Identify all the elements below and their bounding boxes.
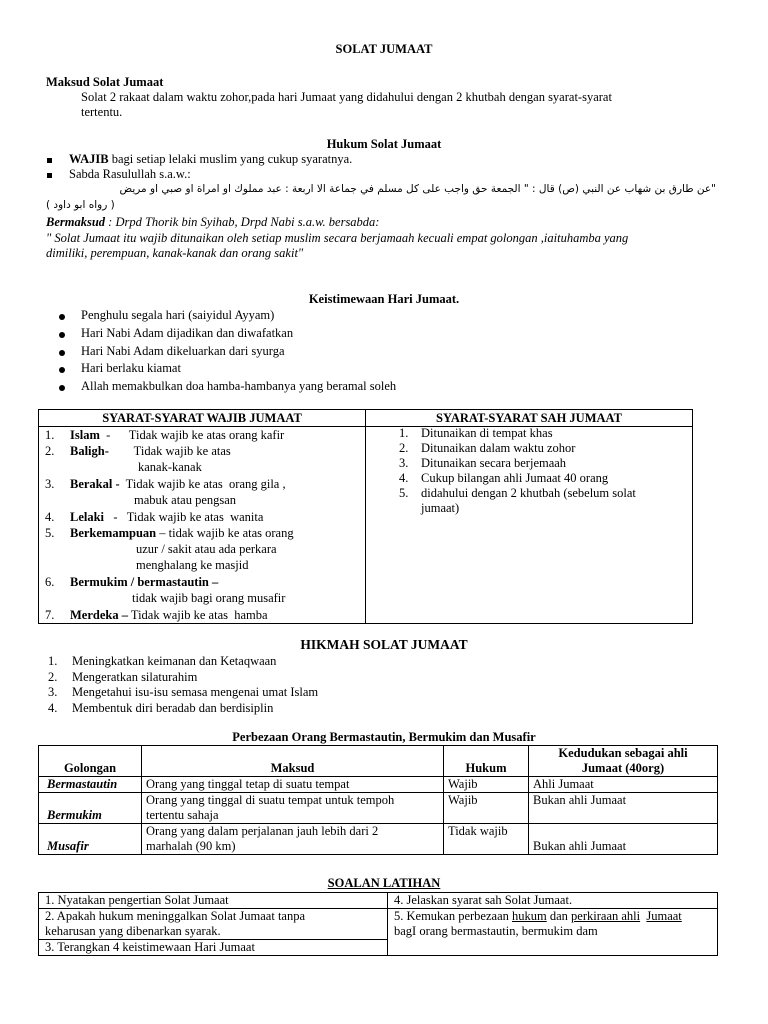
wajib-item-label: Bermukim / bermastautin – [70,575,219,589]
hukum-heading: Hukum Solat Jumaat [326,137,442,151]
maksud-heading: Maksud Solat Jumaat [46,75,164,89]
hikmah-item-text: Meningkatkan keimanan dan Ketaqwaan [72,654,277,668]
syarat-wajib-cell [39,427,366,624]
wajib-item-text: Tidak wajib ke atas [108,444,231,458]
golongan-cell: Musafir [39,824,142,855]
maksud-cell [142,793,444,824]
round-bullet-icon [59,314,65,320]
soalan-heading: SOALAN LATIHAN [327,876,441,890]
square-bullet-icon [47,158,52,163]
syarat-table [38,409,693,624]
soalan-5-line2: bagI orang bermastautin, bermukim dam [394,924,598,938]
hadith-arabic-line1: "عن طارق بن شهاب عن النبي (ص) قال : " الجمعة حق واجب على كل مسلم في جماعة الا اربعة : عبد مملوك او امراة او صبي او مريض [119,183,716,195]
wajib-item-label: Berkemampuan [70,526,157,540]
maksud-line2: tertentu sahaja [146,808,219,822]
wajib-item-label: Merdeka – [70,608,128,622]
maksud-text-line2: tertentu. [81,105,123,119]
sah-item-number: 5. [399,486,409,500]
hikmah-item-number: 4. [48,701,58,715]
maksud-text-line1: Solat 2 rakaat dalam waktu zohor,pada hari Jumaat yang didahului dengan 2 khutbah dengan syarat-syarat [81,90,612,104]
wajib-item-label: Baligh- [70,444,109,458]
round-bullet-icon [59,385,65,391]
sah-item-text: Ditunaikan di tempat khas [421,426,553,440]
bermaksud-line [46,215,379,230]
soalan-5-text: dan [546,909,572,923]
hikmah-item-number: 2. [48,670,58,684]
soalan-1: 1. Nyatakan pengertian Solat Jumaat [39,893,388,909]
table-row [39,777,718,793]
wajib-item [70,510,263,525]
col-hukum-header: Hukum [444,746,529,777]
maksud-cell [142,824,444,855]
sah-item-text: didahului dengan 2 khutbah (sebelum solat [421,486,636,500]
table-row [39,793,718,824]
wajib-item-text: - Tidak wajib ke atas orang kafir [99,428,285,442]
kedudukan-cell: Bukan ahli Jumaat [529,824,718,855]
col-golongan-header: Golongan [39,746,142,777]
hikmah-item-text: Mengeratkan silaturahim [72,670,198,684]
soalan-5-underlined: perkiraan ahli [571,909,641,923]
sah-item-text: Ditunaikan secara berjemaah [421,456,567,470]
bermaksud-text: : Drpd Thorik bin Syihab, Drpd Nabi s.a.w. bersabda: [105,215,380,229]
soalan-5-line1 [394,909,711,924]
maksud-line2: marhalah (90 km) [146,839,236,853]
wajib-item-text: menghalang ke masjid [136,558,249,572]
wajib-item [70,477,286,492]
soalan-5 [388,909,718,956]
col-maksud-header: Maksud [142,746,444,777]
round-bullet-icon [59,350,65,356]
kedudukan-header-line1: Kedudukan sebagai ahli [558,746,688,760]
wajib-item [70,526,294,541]
kedudukan-cell: Ahli Jumaat [529,777,718,793]
wajib-item-text: – tidak wajib ke atas orang [156,526,294,540]
wajib-item-number: 1. [45,428,55,442]
hikmah-item-number: 3. [48,685,58,699]
hukum-cell: Tidak wajib [444,824,529,855]
hadith-arabic-line2: ( رواه ابو داود ) [46,199,115,211]
round-bullet-icon [59,332,65,338]
wajib-item-text: kanak-kanak [138,460,202,474]
keistimewaan-item: Allah memakbulkan doa hamba-hambanya yang beramal soleh [81,379,397,393]
hikmah-item-number: 1. [48,654,58,668]
syarat-sah-cell [366,427,693,624]
hikmah-heading: HIKMAH SOLAT JUMAAT [300,637,468,652]
keistimewaan-item: Hari berlaku kiamat [81,361,181,375]
soalan-2 [39,909,388,940]
wajib-item [70,444,231,459]
soalan-5-underlined: hukum [512,909,547,923]
sah-item-text: Cukup bilangan ahli Jumaat 40 orang [421,471,609,485]
hukum-cell: Wajib [444,793,529,824]
kedudukan-cell: Bukan ahli Jumaat [529,793,718,824]
sah-item-number: 4. [399,471,409,485]
maksud-line1: Orang yang tinggal di suatu tempat untuk tempoh [146,793,395,807]
col-kedudukan-header [529,746,718,777]
kedudukan-header-line2: Jumaat (40org) [581,761,665,775]
hadith-meaning-line1: " Solat Jumaat itu wajib ditunaikan oleh setiap muslim secara berjamaah kecuali empat golongan ,iaituhamba yang [46,231,629,245]
keistimewaan-heading: Keistimewaan Hari Jumaat. [308,292,460,306]
bermaksud-label: Bermaksud [46,215,106,229]
wajib-text: bagi setiap lelaki muslim yang cukup syaratnya. [108,152,353,166]
keistimewaan-item: Hari Nabi Adam dikeluarkan dari syurga [81,344,285,358]
keistimewaan-item: Hari Nabi Adam dijadikan dan diwafatkan [81,326,294,340]
sah-item-number: 2. [399,441,409,455]
maksud-cell: Orang yang tinggal tetap di suatu tempat [142,777,444,793]
wajib-item [70,608,268,623]
soalan-5-underlined: Jumaat [646,909,682,923]
wajib-item-number: 5. [45,526,55,540]
square-bullet-icon [47,173,52,178]
table-row [39,824,718,855]
sah-item-number: 1. [399,426,409,440]
soalan-3: 3. Terangkan 4 keistimewaan Hari Jumaat [39,940,388,956]
document-title: SOLAT JUMAAT [335,42,433,56]
perbezaan-table [38,745,718,855]
sah-item-number: 3. [399,456,409,470]
wajib-item-number: 2. [45,444,55,458]
soalan-5-text: 5. Kemukan perbezaan [394,909,512,923]
hadith-meaning-line2: dimiliki, perempuan, kanak-kanak dan orang sakit" [46,246,304,260]
hikmah-item-text: Membentuk diri beradab dan berdisiplin [72,701,274,715]
wajib-item-number: 6. [45,575,55,589]
soalan-table [38,892,718,956]
syarat-wajib-header: SYARAT-SYARAT WAJIB JUMAAT [39,410,366,427]
soalan-4: 4. Jelaskan syarat sah Solat Jumaat. [388,893,718,909]
wajib-item-label: Lelaki [70,510,105,524]
sabda-line: Sabda Rasulullah s.a.w.: [69,167,191,181]
wajib-item-text: Tidak wajib ke atas hamba [127,608,268,622]
round-bullet-icon [59,367,65,373]
keistimewaan-item: Penghulu segala hari (saiyidul Ayyam) [81,308,275,322]
hikmah-item-text: Mengetahui isu-isu semasa mengenai umat Islam [72,685,319,699]
soalan-2-line2: keharusan yang dibenarkan syarak. [45,924,221,938]
wajib-item-text: mabuk atau pengsan [134,493,237,507]
wajib-item-label: Berakal - [70,477,120,491]
hukum-wajib-line [69,152,352,167]
golongan-cell: Bermukim [39,793,142,824]
wajib-item [70,428,284,443]
maksud-line1: Orang yang dalam perjalanan jauh lebih dari 2 [146,824,379,838]
wajib-item-label: Islam [70,428,100,442]
wajib-item-text: tidak wajib bagi orang musafir [132,591,286,605]
sah-item-text: jumaat) [421,501,460,515]
wajib-label: WAJIB [69,152,109,166]
wajib-item-text: - Tidak wajib ke atas wanita [104,510,264,524]
wajib-item-text: uzur / sakit atau ada perkara [136,542,277,556]
perbezaan-heading: Perbezaan Orang Bermastautin, Bermukim dan Musafir [232,730,536,744]
wajib-item-text: Tidak wajib ke atas orang gila , [119,477,286,491]
wajib-item-number: 3. [45,477,55,491]
golongan-cell: Bermastautin [39,777,142,793]
soalan-2-line1: 2. Apakah hukum meninggalkan Solat Jumaat tanpa [45,909,306,923]
hukum-cell: Wajib [444,777,529,793]
sah-item-text: Ditunaikan dalam waktu zohor [421,441,576,455]
syarat-sah-header: SYARAT-SYARAT SAH JUMAAT [366,410,693,427]
wajib-item-number: 7. [45,608,55,622]
wajib-item-number: 4. [45,510,55,524]
